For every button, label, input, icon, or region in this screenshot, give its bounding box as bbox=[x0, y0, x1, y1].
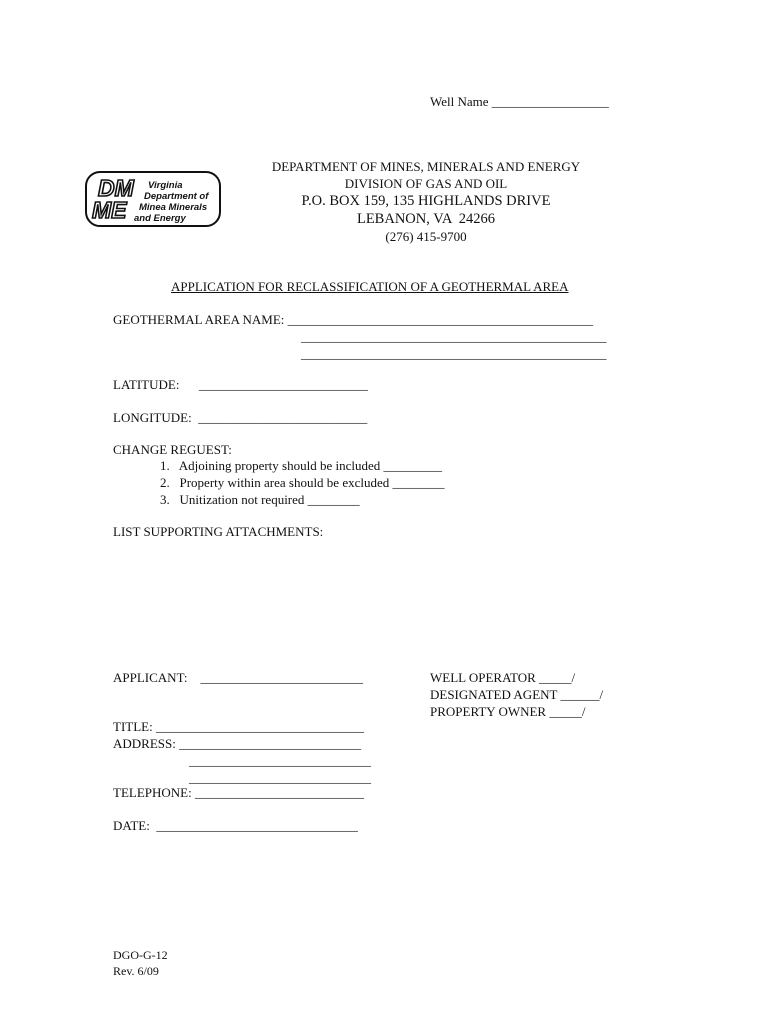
longitude-field[interactable]: LONGITUDE: __________________________ bbox=[113, 410, 368, 425]
logo-line2: Department of bbox=[144, 191, 209, 202]
well-name-field[interactable]: Well Name __________________ bbox=[430, 94, 609, 109]
change-request-item-3[interactable]: 3. Unitization not required ________ bbox=[160, 492, 360, 507]
division-name: DIVISION OF GAS AND OIL bbox=[344, 176, 508, 191]
supporting-attachments-label: LIST SUPPORTING ATTACHMENTS: bbox=[113, 524, 324, 539]
form-id: DGO-G-12 bbox=[113, 948, 168, 962]
geothermal-area-name-line2[interactable]: _______________________________________________ bbox=[301, 329, 607, 344]
address-line2: LEBANON, VA 24266 bbox=[356, 211, 496, 227]
title-field[interactable]: TITLE: ________________________________ bbox=[113, 719, 364, 734]
form-title: APPLICATION FOR RECLASSIFICATION OF A GEOTHERMAL AREA bbox=[171, 279, 569, 294]
change-request-item-2[interactable]: 2. Property within area should be excluded ________ bbox=[160, 475, 445, 490]
date-field[interactable]: DATE: _______________________________ bbox=[113, 818, 358, 833]
address-line3-field[interactable]: ____________________________ bbox=[189, 770, 371, 785]
telephone-field[interactable]: TELEPHONE: __________________________ bbox=[113, 785, 364, 800]
logo-line3: Minea Minerals bbox=[139, 202, 208, 213]
property-owner-option[interactable]: PROPERTY OWNER _____/ bbox=[430, 704, 586, 719]
address-line2-field[interactable]: ____________________________ bbox=[189, 753, 371, 768]
change-request-item-1[interactable]: 1. Adjoining property should be included _________ bbox=[160, 458, 443, 473]
geothermal-area-name-field[interactable]: GEOTHERMAL AREA NAME: _______________________________________________ bbox=[113, 312, 594, 327]
latitude-field[interactable]: LATITUDE: __________________________ bbox=[113, 377, 368, 392]
dmme-logo-icon bbox=[84, 170, 222, 228]
logo-line4: and Energy bbox=[134, 213, 186, 224]
change-request-heading: CHANGE REGUEST: bbox=[113, 442, 232, 457]
applicant-field[interactable]: APPLICANT: _________________________ bbox=[113, 670, 363, 685]
logo-mark-bottom: ME bbox=[92, 197, 127, 223]
designated-agent-option[interactable]: DESIGNATED AGENT ______/ bbox=[430, 687, 604, 702]
address-field[interactable]: ADDRESS: ____________________________ bbox=[113, 736, 362, 751]
logo-mark-top: DM bbox=[98, 175, 134, 201]
form-revision: Rev. 6/09 bbox=[113, 964, 159, 978]
phone-number: (276) 415-9700 bbox=[385, 229, 467, 244]
logo-line1: Virginia bbox=[148, 180, 183, 191]
well-operator-option[interactable]: WELL OPERATOR _____/ bbox=[430, 670, 576, 685]
address-line1: P.O. BOX 159, 135 HIGHLANDS DRIVE bbox=[301, 193, 551, 209]
department-name: DEPARTMENT OF MINES, MINERALS AND ENERGY bbox=[271, 159, 581, 174]
geothermal-area-name-line3[interactable]: _______________________________________________ bbox=[301, 346, 607, 361]
